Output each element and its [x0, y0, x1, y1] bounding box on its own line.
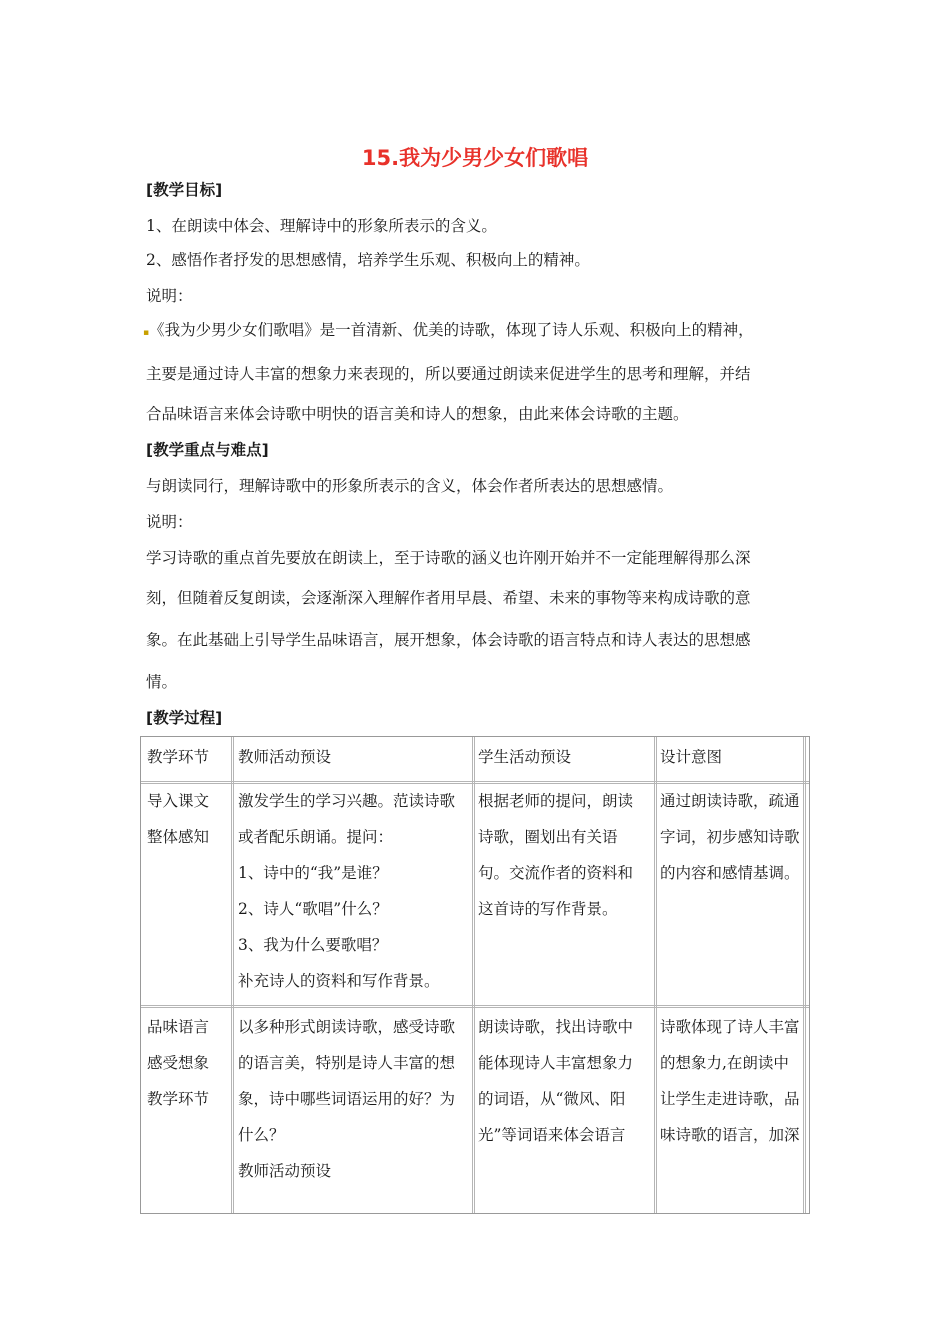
- row2-intent: 诗歌体现了诗人丰富 的想象力,在朗读中 让学生走进诗歌，品 味诗歌的语言，加深: [660, 1018, 800, 1144]
- row1-stage: 导入课文 整体感知: [147, 792, 210, 846]
- header-intent: 设计意图: [660, 748, 723, 766]
- focus-note-label: 说明：: [146, 513, 193, 531]
- objectives-note-line-2: 主要是通过诗人丰富的想象力来表现的，所以要通过朗读来促进学生的思考和理解，并结: [146, 365, 751, 383]
- objectives-note-line-1: ▪《我为少男少女们歌唱》是一首清新、优美的诗歌，体现了诗人乐观、积极向上的精神，: [143, 321, 754, 339]
- row1-intent: 通过朗读诗歌，疏通 字词，初步感知诗歌 的内容和感情基调。: [660, 792, 800, 882]
- focus-note-line-3: 象。在此基础上引导学生品味语言，展开想象，体会诗歌的语言特点和诗人表达的思想感: [146, 631, 751, 649]
- row-divider: [141, 1005, 809, 1008]
- focus-note-line-4: 情。: [146, 673, 178, 691]
- focus-text: 与朗读同行，理解诗歌中的形象所表示的含义，体会作者所表达的思想感情。: [146, 477, 674, 495]
- row1-teacher: 激发学生的学习兴趣。范读诗歌 或者配乐朗诵。提问： 1、诗中的“我”是谁？ 2、诗人“歌唱”什么？ 3、我为什么要歌唱？ 补充诗人的资料和写作背景。: [238, 792, 456, 990]
- process-heading: [教学过程]: [146, 709, 223, 727]
- row2-teacher: 以多种形式朗读诗歌，感受诗歌 的语言美，特别是诗人丰富的想 象，诗中哪些词语运用的好？为 什么？ 教师活动预设: [238, 1018, 456, 1180]
- row2-student: 朗读诗歌，找出诗歌中 能体现诗人丰富想象力 的词语，从“微风、阳 光”等词语来体会语言: [478, 1018, 634, 1144]
- objective-item-2: 2、感悟作者抒发的思想感情，培养学生乐观、积极向上的精神。: [146, 251, 590, 269]
- header-stage: 教学环节: [147, 748, 210, 766]
- edit-mark-icon: ▪: [143, 328, 150, 338]
- objectives-heading: [教学目标]: [146, 181, 223, 199]
- header-teacher: 教师活动预设: [238, 748, 332, 766]
- objectives-note-label: 说明：: [146, 287, 193, 305]
- column-divider: [231, 737, 234, 1213]
- objective-item-1: 1、在朗读中体会、理解诗中的形象所表示的含义。: [146, 217, 497, 235]
- focus-heading: [教学重点与难点]: [146, 441, 269, 459]
- objectives-note-line-3: 合品味语言来体会诗歌中明快的语言美和诗人的想象，由此来体会诗歌的主题。: [146, 405, 689, 423]
- header-student: 学生活动预设: [478, 748, 572, 766]
- lesson-title: 15.我为少男少女们歌唱: [361, 146, 589, 170]
- row1-student: 根据老师的提问，朗读 诗歌，圈划出有关语 句。交流作者的资料和 这首诗的写作背景。: [478, 792, 634, 918]
- process-table: [140, 736, 810, 1214]
- row2-stage: 品味语言 感受想象 教学环节: [147, 1018, 210, 1108]
- column-divider: [472, 737, 475, 1213]
- focus-note-line-1: 学习诗歌的重点首先要放在朗读上，至于诗歌的涵义也许刚开始并不一定能理解得那么深: [146, 549, 751, 567]
- focus-note-line-2: 刻，但随着反复朗读，会逐渐深入理解作者用早晨、希望、未来的事物等来构成诗歌的意: [146, 589, 751, 607]
- column-divider: [654, 737, 657, 1213]
